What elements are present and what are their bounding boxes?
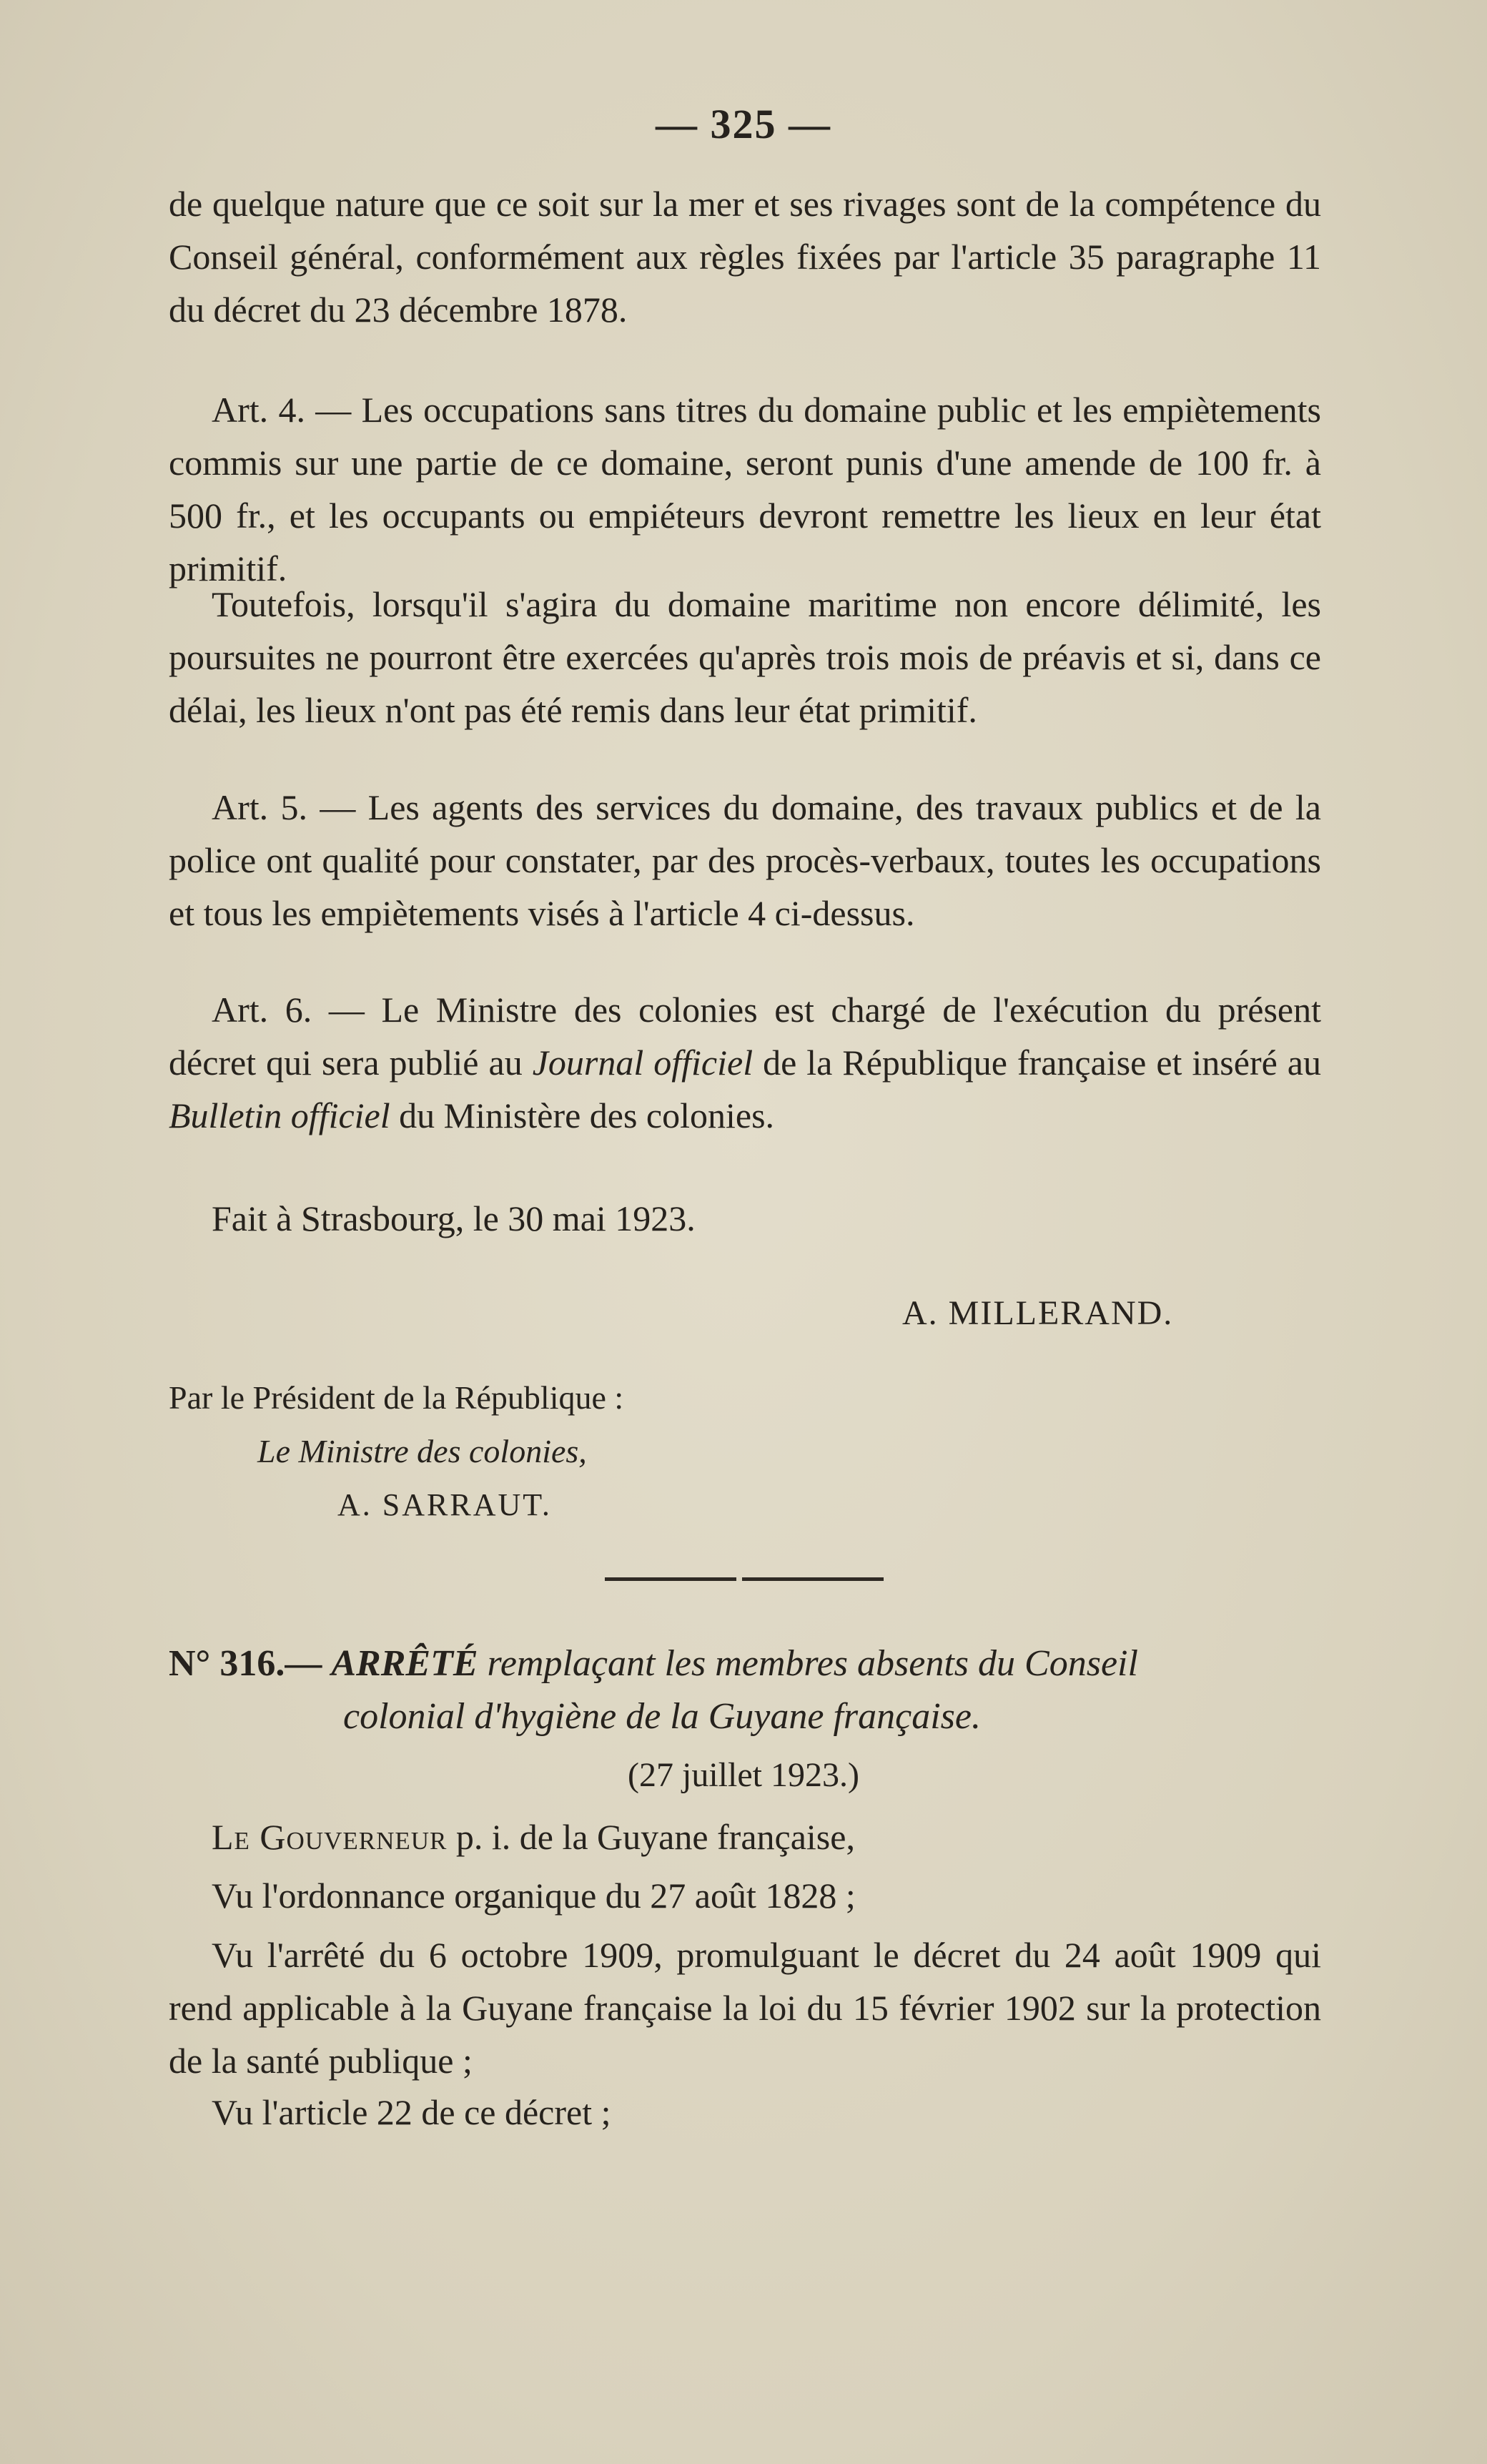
arrete-number: N° 316.— — [169, 1643, 322, 1684]
visa-article-text: Vu l'article 22 de ce décret ; — [212, 2092, 611, 2132]
arrete-date: (27 juillet 1923.) — [628, 1756, 859, 1794]
arrete-kind: ARRÊTÉ — [331, 1643, 478, 1684]
arrete-title-line1: remplaçant les membres absents du Conseil — [478, 1643, 1138, 1684]
ministre-des-colonies: Le Ministre des colonies, — [257, 1433, 587, 1469]
signature-millerand: A. MILLERAND. — [902, 1294, 1174, 1332]
article-6-part-a: Art. 6. — Le Ministre des colonies est chargé de l'exécution du présent décret qui sera publié au — [169, 990, 1321, 1083]
gouverneur-title: Le Gouverneur — [212, 1817, 448, 1857]
visa-ordonnance-text: Vu l'ordonnance organique du 27 août 1828 ; — [212, 1876, 856, 1916]
gouverneur-rest: p. i. de la Guyane française, — [447, 1817, 855, 1857]
par-le-president: Par le Président de la République : — [169, 1379, 624, 1416]
journal-officiel-title: Journal officiel — [532, 1043, 754, 1083]
signature-sarraut: A. SARRAUT. — [337, 1487, 552, 1522]
arrete-title-line2: colonial d'hygiène de la Guyane française. — [343, 1696, 981, 1737]
article-4 — [169, 383, 1321, 595]
fait-a-line: Fait à Strasbourg, le 30 mai 1923. — [212, 1198, 696, 1238]
section-divider-gap — [736, 1577, 742, 1581]
article-5 — [169, 781, 1321, 940]
article-6 — [169, 983, 1321, 1142]
bulletin-officiel-title: Bulletin officiel — [169, 1095, 390, 1135]
visa-ordonnance — [169, 1869, 1321, 1922]
visa-arrete — [169, 1928, 1321, 2087]
article-4-text: Art. 4. — Les occupations sans titres du domaine public et les empiètements commis sur une partie de ce domaine, seront punis d'une amende de 100 fr. à 500 fr., et les occupants ou empiéteurs devront remettre les lieux en leur état primitif. — [169, 390, 1321, 588]
gouverneur-line — [212, 1810, 855, 1863]
visa-arrete-text: Vu l'arrêté du 6 octobre 1909, promulguant le décret du 24 août 1909 qui rend applicable à la Guyane française la loi du 15 février 1902 sur la protection de la santé publique ; — [169, 1935, 1321, 2081]
visa-article — [169, 2086, 1321, 2139]
toutefois-text: Toutefois, lorsqu'il s'agira du domaine maritime non encore délimité, les poursuites ne pourront être exercées qu'après trois mois de préavis et si, dans ce délai, les lieux n'ont pas été remis dans leur état primitif. — [169, 584, 1321, 730]
article-6-part-b: de la République française et inséré au — [753, 1043, 1322, 1083]
paragraph-text: de quelque nature que ce soit sur la mer et ses rivages sont de la compétence du Conseil général, conformément aux règles fixées par l'article 35 paragraphe 11 du décret du 23 décembre 1878. — [169, 184, 1321, 330]
paragraph-continuation — [169, 177, 1321, 336]
section-divider — [605, 1577, 884, 1581]
page-number: — 325 — — [656, 101, 831, 147]
article-6-text — [169, 983, 1321, 1142]
toutefois-paragraph — [169, 578, 1321, 736]
article-6-part-c: du Ministère des colonies. — [390, 1095, 775, 1135]
arrete-title — [169, 1637, 1321, 1743]
article-5-text: Art. 5. — Les agents des services du domaine, des travaux publics et de la police ont qualité pour constater, par des procès-verbaux, toutes les occupations et tous les empiètements visés à l'article 4 ci-dessus. — [169, 787, 1321, 933]
